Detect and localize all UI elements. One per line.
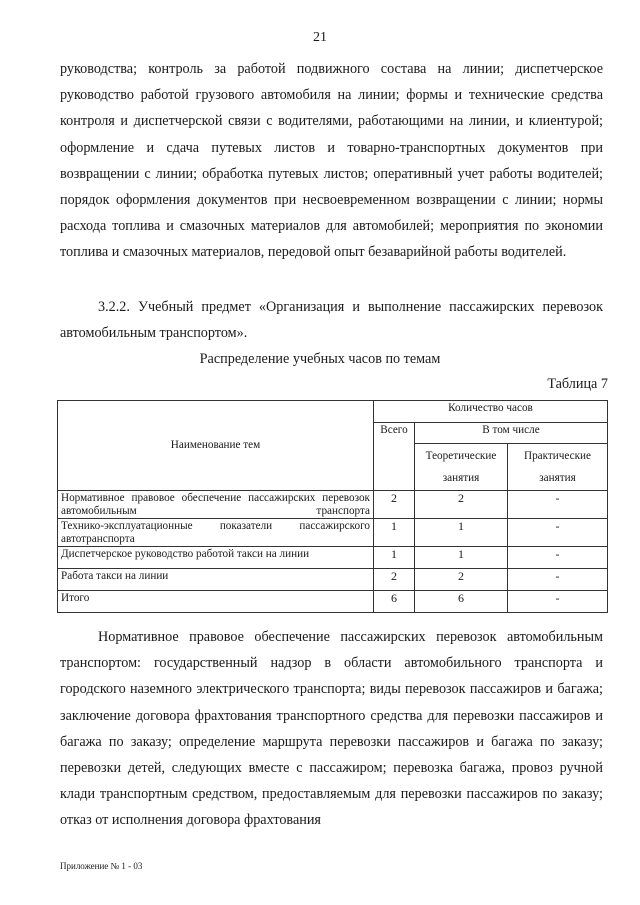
practice-hours-cell: -: [508, 519, 608, 547]
body-paragraph-2: Нормативное правовое обеспечение пассажирских перевозок автомобильным транспортом: государственный надзор в области автомобильного транспорта и городского наземного электрического транспорта; виды перевозок пассажиров и багажа; заключение договора фрахтования транспортного средства для перевозки пассажиров и багажа по заказу; определение маршрута перевозки пассажиров и багажа по заказу; перевозки детей, следующих вместе с пассажиром; перевозка багажа, провоз ручной клади транспортным средством, предоставляемым для перевозки пассажиров по заказу; отказ от исполнения договора фрахтования: [60, 629, 603, 829]
table-label: Таблица 7: [547, 376, 608, 392]
practice-hours-cell: -: [508, 591, 608, 613]
table-row-total: [58, 591, 608, 613]
table-caption: Распределение учебных часов по темам: [199, 351, 441, 367]
section-heading-paragraph: 3.2.2. Учебный предмет «Организация и выполнение пассажирских перевозок автомобильным транспортом».: [60, 299, 603, 342]
theory-hours-cell: 2: [415, 569, 508, 591]
header-total: Всего: [374, 423, 415, 491]
header-including: В том числе: [415, 423, 608, 444]
table-row: [58, 491, 608, 519]
topic-name-cell: Работа такси на линии: [58, 569, 374, 591]
hours-distribution-table: [57, 400, 608, 613]
total-hours-cell: 6: [374, 591, 415, 613]
table-row: [58, 569, 608, 591]
table-row: [58, 547, 608, 569]
total-hours-cell: 1: [374, 519, 415, 547]
theory-hours-cell: 2: [415, 491, 508, 519]
header-theory: Теоретические занятия: [415, 444, 508, 491]
practice-hours-cell: -: [508, 491, 608, 519]
page-number: 21: [313, 30, 327, 45]
topic-name-cell: Технико-эксплуатационные показатели пассажирского автотранспорта: [58, 519, 374, 547]
topic-name-cell: Диспетчерское руководство работой такси на линии: [58, 547, 374, 569]
header-practice: Практические занятия: [508, 444, 608, 491]
theory-hours-cell: 1: [415, 547, 508, 569]
total-hours-cell: 2: [374, 569, 415, 591]
footer-note: Приложение № 1 - 03: [60, 861, 143, 871]
theory-hours-cell: 1: [415, 519, 508, 547]
total-hours-cell: 1: [374, 547, 415, 569]
practice-hours-cell: -: [508, 569, 608, 591]
topic-name-cell: Нормативное правовое обеспечение пассажирских перевозок автомобильным транспорта: [58, 491, 374, 519]
table-row: [58, 519, 608, 547]
practice-hours-cell: -: [508, 547, 608, 569]
header-topic-name: Наименование тем: [58, 401, 374, 491]
total-hours-cell: 2: [374, 491, 415, 519]
header-hours-count: Количество часов: [374, 401, 608, 423]
body-paragraph-1: руководства; контроль за работой подвижного состава на линии; диспетчерское руководство работой грузового автомобиля на линии; формы и технические средства контроля и диспетчерской связи с водителями, работающими на линии, и клиентурой; оформление и сдача путевых листов и товарно-транспортных документов при возвращении с линии; обработка путевых листов; оперативный учет работы водителей; порядок оформления документов при несвоевременном возвращении с линии; нормы расхода топлива и смазочных материалов для автомобилей; мероприятия по экономии топлива и смазочных материалов, передовой опыт безаварийной работы водителей.: [60, 61, 603, 261]
theory-hours-cell: 6: [415, 591, 508, 613]
topic-name-cell: Итого: [58, 591, 374, 613]
